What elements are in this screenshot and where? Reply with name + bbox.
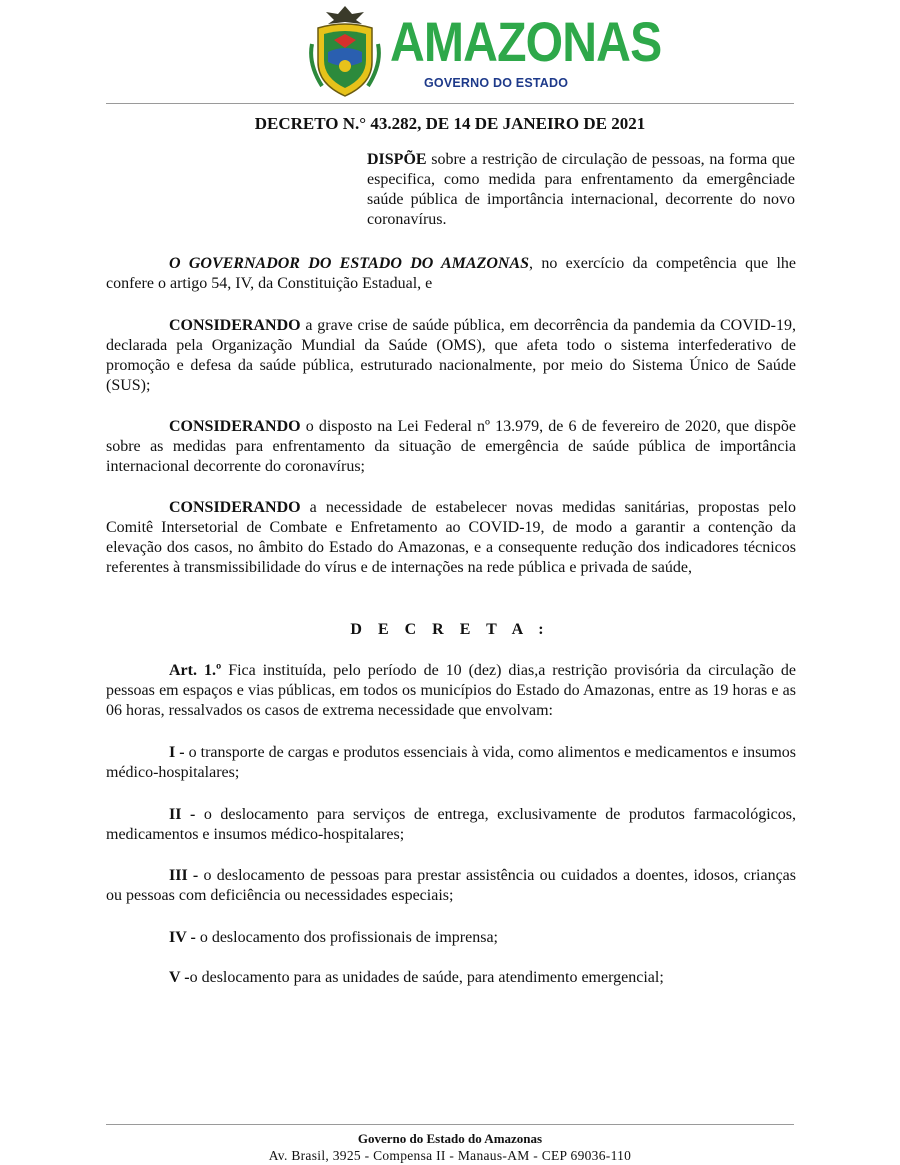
inciso-text: o deslocamento para as unidades de saúde, para atendimento emergencial; [189,969,664,986]
letterhead [0,0,900,104]
inciso-lead: I - [169,744,185,761]
footer-address: Av. Brasil, 3925 - Compensa II - Manaus-AM - CEP 69036-110 [268,1148,632,1163]
considerando-lead: CONSIDERANDO [169,418,301,435]
footer-org: Governo do Estado do Amazonas [357,1131,543,1146]
article-lead: Art. 1.º [169,662,222,679]
considerando-3 [106,498,796,578]
inciso-5 [106,968,796,988]
inciso-1 [106,743,796,783]
considerando-1 [106,316,796,396]
header-divider [106,103,794,104]
brand-subtitle: GOVERNO DO ESTADO [424,76,569,90]
inciso-text: o deslocamento de pessoas para prestar assistência ou cuidados a doentes, idosos, crianças ou pessoas com deficiência ou necessidades especiais; [106,867,796,904]
article-text: Fica instituída, pelo período de 10 (dez) dias,a restrição provisória da circulação de pessoas em espaços e vias públicas, em todos os municípios do Estado do Amazonas, entre as 19 horas e as 06 horas, ressalvados os casos de extrema necessidade que envolvam: [106,662,796,719]
inciso-text: o deslocamento para serviços de entrega, exclusivamente de produtos farmacológicos, medicamentos e insumos médico-hospitalares; [106,806,797,843]
inciso-text: o deslocamento dos profissionais de imprensa; [195,929,498,946]
inciso-3 [106,866,796,906]
considerando-text: a necessidade de estabelecer novas medidas sanitárias, propostas pelo Comitê Intersetorial de Combate e Enfretamento ao COVID-19, de modo a garantir a contenção da elevação dos casos, no âmbito do Estado do Amazonas, e a consequente redução dos indicadores técnicos referentes à transmissibilidade do vírus e de internações na rede pública e privada de saúde, [106,499,796,576]
inciso-text: o transporte de cargas e produtos essenciais à vida, como alimentos e medicamentos e insumos médico-hospitalares; [106,744,796,781]
decreta-heading: D E C R E T A : [350,621,550,638]
footer-divider [106,1124,794,1125]
considerando-2 [106,417,796,477]
inciso-lead: II - [169,806,196,823]
inciso-lead: III - [169,867,199,884]
preamble [106,254,796,294]
decree-summary [367,150,795,230]
inciso-lead: V - [169,969,190,986]
considerando-lead: CONSIDERANDO [169,317,301,334]
inciso-4 [106,928,796,948]
brand-wordmark: AMAZONAS [390,10,662,73]
article-1 [106,661,796,721]
inciso-2 [106,805,796,845]
decree-title: DECRETO N.° 43.282, DE 14 DE JANEIRO DE 2021 [254,114,646,133]
summary-text: sobre a restrição de circulação de pessoas, na forma que especifica, como medida para enfrentamento da emergênciade saúde pública de importância internacional, decorrente do novo coronavírus. [367,151,795,228]
summary-lead: DISPÕE [367,151,427,168]
considerando-text: o disposto na Lei Federal nº 13.979, de 6 de fevereiro de 2020, que dispõe sobre as medidas para enfrentamento da situação de emergência de saúde pública de importância internacional decorrente do coronavírus; [106,418,796,475]
inciso-lead: IV - [169,929,196,946]
considerando-text: a grave crise de saúde pública, em decorrência da pandemia da COVID-19, declarada pela Organização Mundial da Saúde (OMS), que afeta todo o sistema interfederativo de promoção e defesa da saúde pública, estruturado nacionalmente, por meio do Sistema Único de Saúde (SUS); [106,317,796,394]
preamble-lead: O GOVERNADOR DO ESTADO DO AMAZONAS [169,255,530,272]
preamble-text: , no exercício da competência que lhe confere o artigo 54, IV, da Constituição Estadual, e [106,255,797,292]
considerando-lead: CONSIDERANDO [169,499,301,516]
amazonas-coat-of-arms-icon [308,4,382,100]
